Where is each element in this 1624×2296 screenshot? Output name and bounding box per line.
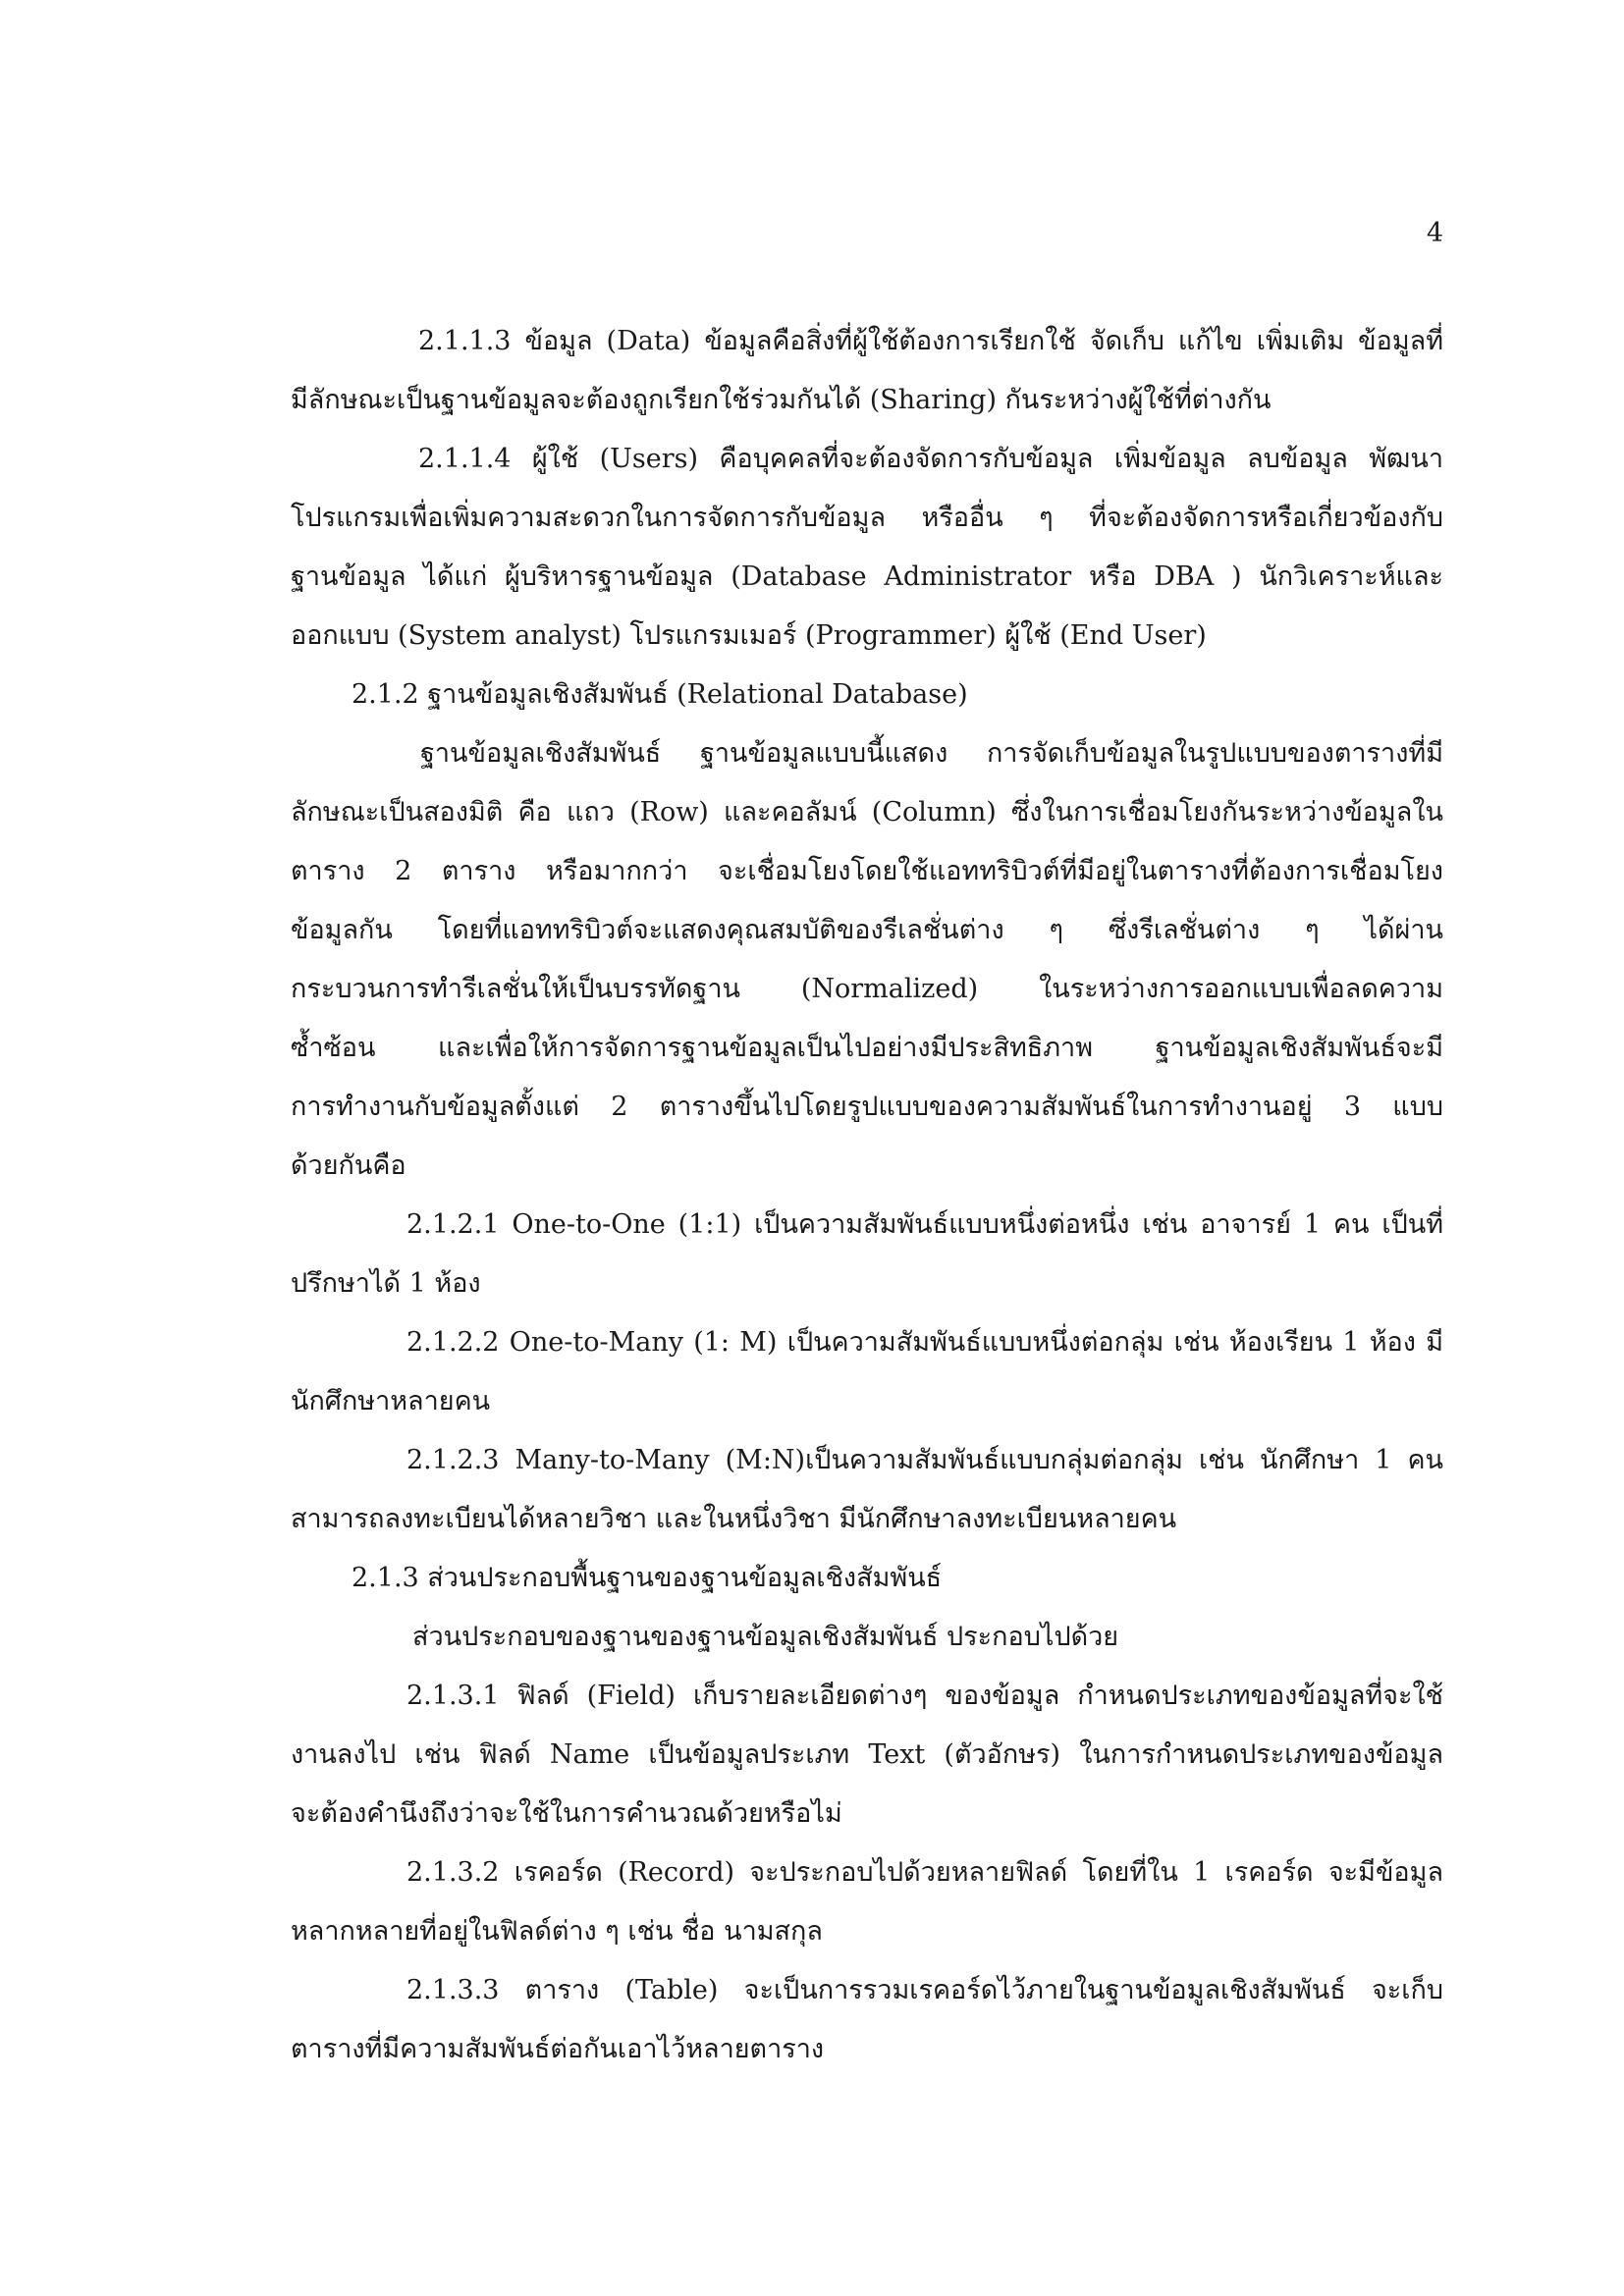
paragraph-line: ฐานข้อมูลเชิงสัมพันธ์ ฐานข้อมูลแบบนี้แสดง การจัดเก็บข้อมูลในรูปแบบของตารางที่มี [420, 738, 1443, 769]
section-heading: 2.1.2 ฐานข้อมูลเชิงสัมพันธ์ (Relational Database) [352, 679, 968, 710]
paragraph-line: โปรแกรมเพื่อเพิ่มความสะดวกในการจัดการกับข้อมูล หรืออื่น ๆ ที่จะต้องจัดการหรือเกี่ยวข้องกับ [291, 503, 1443, 533]
paragraph-line: ด้วยกันคือ [291, 1150, 406, 1181]
paragraph-line: ออกแบบ (System analyst) โปรแกรมเมอร์ (Programmer) ผู้ใช้ (End User) [291, 620, 1207, 651]
paragraph-line: กระบวนการทำรีเลชั่นให้เป็นบรรทัดฐาน (Normalized) ในระหว่างการออกแบบเพื่อลดความ [291, 974, 1443, 1004]
list-item: 2.1.3.2 เรคอร์ด (Record) จะประกอบไปด้วยหลายฟิลด์ โดยที่ใน 1 เรคอร์ด จะมีข้อมูล [406, 1857, 1443, 1888]
paragraph-line: 2.1.1.4 ผู้ใช้ (Users) คือบุคคลที่จะต้องจัดการกับข้อมูล เพิ่มข้อมูล ลบข้อมูล พัฒนา [418, 444, 1443, 474]
document-body [291, 312, 1443, 2079]
list-item: 2.1.3.1 ฟิลด์ (Field) เก็บรายละเอียดต่างๆ ของข้อมูล กำหนดประเภทของข้อมูลที่จะใช้ [406, 1681, 1443, 1711]
paragraph-line: หลากหลายที่อยู่ในฟิลด์ต่าง ๆ เช่น ชื่อ นามสกุล [291, 1916, 823, 1947]
list-item: 2.1.2.3 Many-to-Many (M:N)เป็นความสัมพันธ์แบบกลุ่มต่อกลุ่ม เช่น นักศึกษา 1 คน [406, 1445, 1443, 1475]
paragraph-line: ซ้ำซ้อน และเพื่อให้การจัดการฐานข้อมูลเป็นไปอย่างมีประสิทธิภาพ ฐานข้อมูลเชิงสัมพันธ์จะมี [291, 1033, 1443, 1063]
paragraph-line: ลักษณะเป็นสองมิติ คือ แถว (Row) และคอลัมน์ (Column) ซึ่งในการเชื่อมโยงกันระหว่างข้อมูลใน [291, 797, 1443, 828]
paragraph-line: ตาราง 2 ตาราง หรือมากกว่า จะเชื่อมโยงโดยใช้แอททริบิวต์ที่มีอยู่ในตารางที่ต้องการเชื่อมโยง [291, 856, 1443, 886]
paragraph-line: มีลักษณะเป็นฐานข้อมูลจะต้องถูกเรียกใช้ร่วมกันได้ (Sharing) กันระหว่างผู้ใช้ที่ต่างกัน [291, 385, 1272, 415]
page-number: 4 [1426, 218, 1443, 248]
paragraph-line: ข้อมูลกัน โดยที่แอททริบิวต์จะแสดงคุณสมบัติของรีเลชั่นต่าง ๆ ซึ่งรีเลชั่นต่าง ๆ ได้ผ่าน [291, 915, 1443, 945]
paragraph-line: ฐานข้อมูล ได้แก่ ผู้บริหารฐานข้อมูล (Database Administrator หรือ DBA ) นักวิเคราะห์และ [291, 561, 1443, 592]
paragraph-line: สามารถลงทะเบียนได้หลายวิชา และในหนึ่งวิชา มีนักศึกษาลงทะเบียนหลายคน [291, 1504, 1177, 1534]
section-heading: 2.1.3 ส่วนประกอบพื้นฐานของฐานข้อมูลเชิงสัมพันธ์ [352, 1563, 943, 1593]
paragraph-line: การทำงานกับข้อมูลตั้งแต่ 2 ตารางขึ้นไปโดยรูปแบบของความสัมพันธ์ในการทำงานอยู่ 3 แบบ [291, 1092, 1443, 1122]
paragraph-line: ตารางที่มีความสัมพันธ์ต่อกันเอาไว้หลายตาราง [291, 2034, 825, 2064]
list-item: 2.1.2.1 One-to-One (1:1) เป็นความสัมพันธ์แบบหนึ่งต่อหนึ่ง เช่น อาจารย์ 1 คน เป็นที่ [406, 1209, 1443, 1240]
paragraph-line: งานลงไป เช่น ฟิลด์ Name เป็นข้อมูลประเภท Text (ตัวอักษร) ในการกำหนดประเภทของข้อมูล [291, 1739, 1443, 1770]
list-item: 2.1.2.2 One-to-Many (1: M) เป็นความสัมพันธ์แบบหนึ่งต่อกลุ่ม เช่น ห้องเรียน 1 ห้อง มี [406, 1327, 1443, 1358]
paragraph-line: ปรึกษาได้ 1 ห้อง [291, 1268, 481, 1299]
paragraph-line: ส่วนประกอบของฐานของฐานข้อมูลเชิงสัมพันธ์ ประกอบไปด้วย [412, 1622, 1119, 1652]
paragraph-line: จะต้องคำนึงถึงว่าจะใช้ในการคำนวณด้วยหรือไม่ [291, 1798, 842, 1829]
paragraph-line: นักศึกษาหลายคน [291, 1386, 491, 1416]
paragraph-line: 2.1.1.3 ข้อมูล (Data) ข้อมูลคือสิ่งที่ผู้ใช้ต้องการเรียกใช้ จัดเก็บ แก้ไข เพิ่มเติม ข้อมูลที่ [418, 326, 1443, 356]
list-item: 2.1.3.3 ตาราง (Table) จะเป็นการรวมเรคอร์ดไว้ภายในฐานข้อมูลเชิงสัมพันธ์ จะเก็บ [406, 1975, 1443, 2005]
